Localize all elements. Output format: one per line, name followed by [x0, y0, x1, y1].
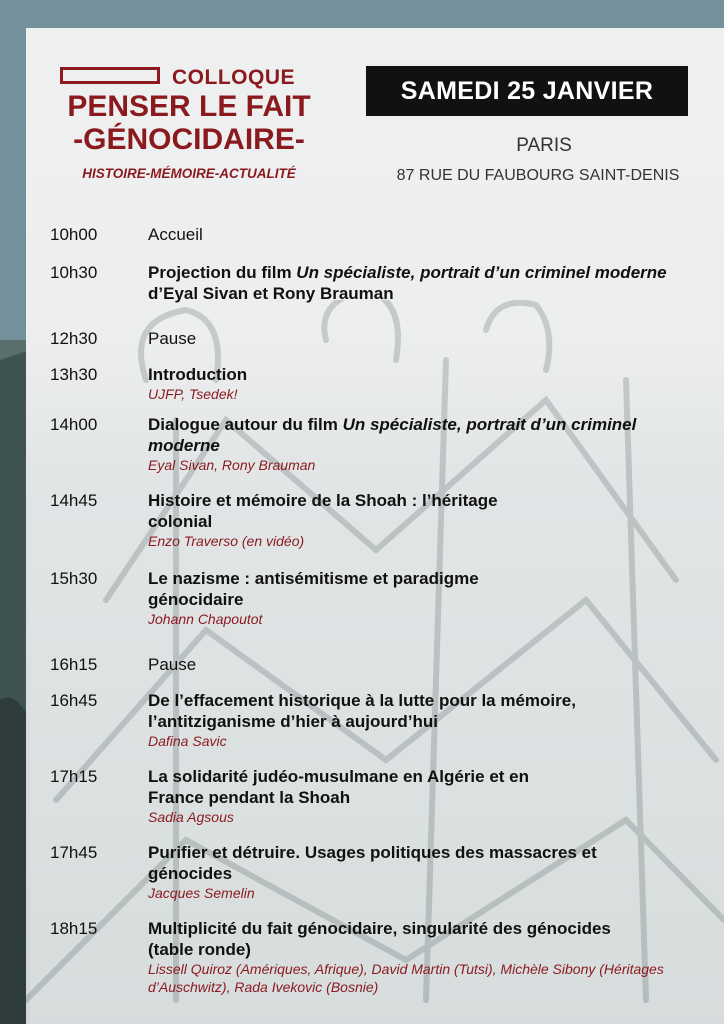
schedule-item — [50, 568, 710, 654]
item-title-text: Projection du film — [148, 263, 297, 282]
logo-title-line1: PENSER LE FAIT — [67, 90, 311, 123]
item-title: Introduction — [148, 365, 248, 384]
item-title: Histoire et mémoire de la Shoah : l’héritage colonial — [148, 491, 498, 531]
item-title — [148, 262, 710, 304]
item-title: Multiplicité du fait génocidaire, singularité des génocides (table ronde) — [148, 919, 611, 959]
item-time: 13h30 — [50, 365, 98, 384]
film-title: Un spécialiste, portrait d’un criminel moderne — [296, 263, 667, 282]
schedule-item — [50, 224, 710, 262]
item-title: Purifier et détruire. Usages politiques des massacres et génocides — [148, 843, 597, 883]
item-speakers: UJFP, Tsedek! — [148, 386, 238, 402]
logo-frame — [60, 67, 160, 84]
item-title: Pause — [148, 329, 197, 348]
logo-title-line2: -GÉNOCIDAIRE- — [73, 123, 305, 156]
item-time: 10h30 — [50, 263, 98, 282]
item-speakers: Eyal Sivan, Rony Brauman — [148, 457, 316, 473]
item-time: 17h45 — [50, 843, 98, 862]
item-time: 10h00 — [50, 225, 98, 244]
film-title: Un spécialiste, portrait d’un criminel moderne — [148, 415, 637, 455]
schedule-item — [50, 690, 710, 766]
schedule-item — [50, 328, 710, 364]
logo-tagline: HISTOIRE-MÉMOIRE-ACTUALITÉ — [82, 166, 296, 181]
item-speakers: Sadia Agsous — [148, 809, 234, 825]
event-address: 87 RUE DU FAUBOURG SAINT-DENIS — [396, 167, 680, 184]
schedule-item — [50, 918, 710, 996]
item-speakers: Lissell Quiroz (Amériques, Afrique), David Martin (Tutsi), Michèle Sibony (Héritages d’Auschwitz), Rada Ivekovic (Bosnie) — [148, 961, 664, 995]
item-time: 17h15 — [50, 767, 98, 786]
schedule-item — [50, 262, 710, 328]
item-title: La solidarité judéo-musulmane en Algérie et en France pendant la Shoah — [148, 767, 530, 807]
item-title-text: d’Eyal Sivan et Rony Brauman — [148, 284, 394, 303]
item-speakers: Dafina Savic — [148, 733, 227, 749]
schedule-item — [50, 414, 710, 490]
item-title-text: Dialogue autour du film — [148, 415, 343, 434]
schedule-item — [50, 364, 710, 414]
item-speakers: Jacques Semelin — [148, 885, 255, 901]
item-speakers: Johann Chapoutot — [148, 611, 263, 627]
item-time: 18h15 — [50, 919, 98, 938]
item-time: 16h45 — [50, 691, 98, 710]
item-title: De l’effacement historique à la lutte pour la mémoire, l’antitziganisme d’hier à aujourd’hui — [148, 691, 576, 731]
logo-colloque: COLLOQUE — [172, 66, 295, 89]
item-time: 12h30 — [50, 329, 98, 348]
schedule — [50, 224, 710, 996]
schedule-item — [50, 490, 710, 568]
item-time: 14h45 — [50, 491, 98, 510]
event-date: SAMEDI 25 JANVIER — [366, 66, 688, 116]
item-title: Pause — [148, 655, 197, 674]
schedule-item — [50, 654, 710, 690]
item-time: 15h30 — [50, 569, 98, 588]
item-title: Accueil — [148, 225, 203, 244]
item-title — [148, 414, 710, 456]
item-speakers: Enzo Traverso (en vidéo) — [148, 533, 305, 549]
event-city: PARIS — [516, 135, 572, 156]
item-time: 16h15 — [50, 655, 98, 674]
schedule-item — [50, 842, 710, 918]
item-time: 14h00 — [50, 415, 98, 434]
item-title: Le nazisme : antisémitisme et paradigme génocidaire — [148, 569, 479, 609]
schedule-item — [50, 766, 710, 842]
